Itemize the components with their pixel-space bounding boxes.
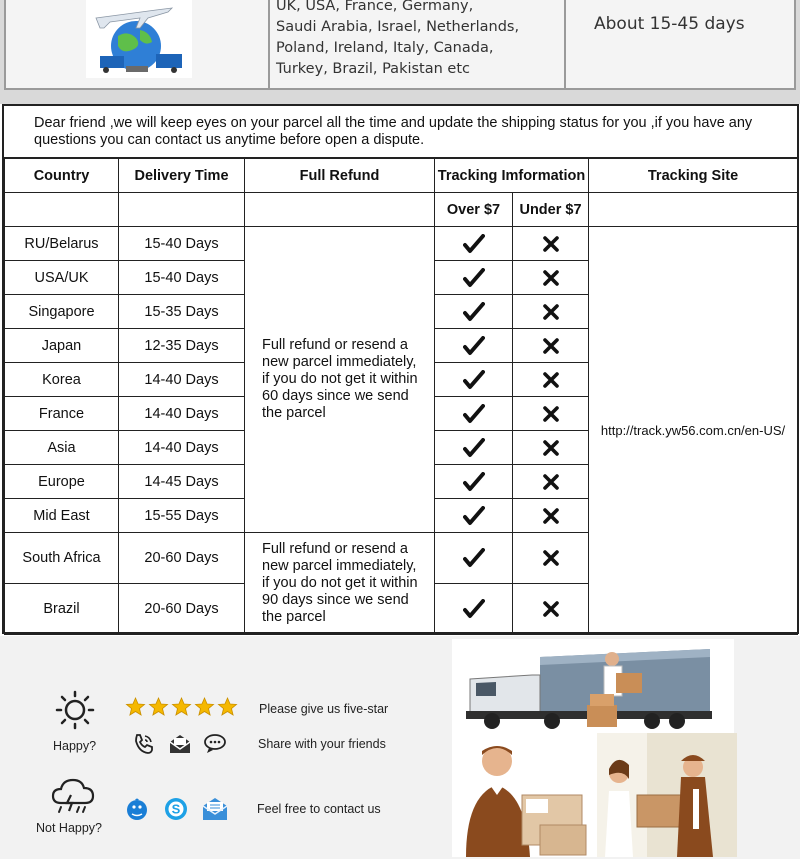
- skype-icon[interactable]: [163, 796, 189, 827]
- phone-icon[interactable]: [131, 732, 155, 761]
- x-mark-icon: [513, 329, 589, 363]
- x-mark-icon: [513, 363, 589, 397]
- x-mark-icon: [513, 295, 589, 329]
- header-tracking-information: Tracking Imformation: [435, 159, 589, 193]
- country-list: [276, 0, 561, 80]
- country-cell: USA/UK: [5, 261, 119, 295]
- happy-label: Happy?: [53, 739, 97, 753]
- courier-with-boxes-photo: [452, 733, 597, 857]
- email-icon[interactable]: [202, 797, 228, 826]
- shipping-region-banner: [0, 0, 800, 104]
- check-mark-icon: [435, 295, 513, 329]
- delivery-time-cell: 15-40 Days: [119, 227, 245, 261]
- country-cell: Brazil: [5, 584, 119, 635]
- notice-line: Dear friend ,we will keep eyes on your parcel all the time and update the shipping status for you ,if you have any: [34, 115, 753, 131]
- contact-text: Feel free to contact us: [257, 802, 381, 816]
- not-happy-label: Not Happy?: [36, 821, 103, 835]
- check-mark-icon: [435, 465, 513, 499]
- empty-cell: [589, 193, 798, 227]
- country-line: Saudi Arabia, Israel, Netherlands,: [276, 19, 520, 35]
- five-star-text: Please give us five-star: [259, 702, 389, 716]
- column-divider: [564, 0, 566, 90]
- x-mark-icon: [513, 397, 589, 431]
- country-cell: Asia: [5, 431, 119, 465]
- country-cell: Singapore: [5, 295, 119, 329]
- envelope-icon[interactable]: [168, 732, 192, 761]
- delivery-estimate: About 15-45 days: [594, 14, 745, 34]
- globe-airplane-image: [86, 0, 192, 78]
- country-cell: Japan: [5, 329, 119, 363]
- refund-line: Full refund or resend a: [262, 337, 408, 353]
- delivery-time-cell: 14-40 Days: [119, 431, 245, 465]
- sun-icon: [53, 690, 97, 735]
- header-full-refund: Full Refund: [245, 159, 435, 193]
- delivery-time-cell: 20-60 Days: [119, 584, 245, 635]
- country-cell: RU/Belarus: [5, 227, 119, 261]
- subheader-under-7: Under $7: [513, 193, 589, 227]
- chat-bubbles-icon[interactable]: [204, 733, 230, 760]
- notice-text: [4, 106, 797, 158]
- empty-cell: [245, 193, 435, 227]
- column-divider: [268, 0, 270, 90]
- delivery-truck-photo: [452, 639, 734, 733]
- check-mark-icon: [435, 499, 513, 533]
- delivery-time-cell: 14-40 Days: [119, 397, 245, 431]
- table-body: [5, 227, 798, 635]
- check-mark-icon: [435, 227, 513, 261]
- refund-line: if you do not get it within: [262, 371, 418, 387]
- check-mark-icon: [435, 397, 513, 431]
- x-mark-icon: [513, 584, 589, 635]
- country-cell: Korea: [5, 363, 119, 397]
- empty-cell: [119, 193, 245, 227]
- five-star-rating: [125, 697, 238, 722]
- country-cell: Europe: [5, 465, 119, 499]
- check-mark-icon: [435, 584, 513, 635]
- notice-line: questions you can contact us anytime before open a dispute.: [34, 132, 425, 148]
- delivery-time-cell: 14-40 Days: [119, 363, 245, 397]
- delivery-time-cell: 20-60 Days: [119, 533, 245, 584]
- country-cell: Mid East: [5, 499, 119, 533]
- refund-line: new parcel immediately,: [262, 558, 417, 574]
- country-cell: France: [5, 397, 119, 431]
- tracking-site-link[interactable]: http://track.yw56.com.cn/en-US/: [589, 227, 798, 635]
- star-icon[interactable]: [171, 697, 192, 722]
- check-mark-icon: [435, 329, 513, 363]
- check-mark-icon: [435, 363, 513, 397]
- subheader-over-7: Over $7: [435, 193, 513, 227]
- star-icon[interactable]: [194, 697, 215, 722]
- doorstep-delivery-photo: [597, 733, 737, 857]
- empty-cell: [5, 193, 119, 227]
- feedback-section: [0, 636, 800, 859]
- refund-line: new parcel immediately,: [262, 354, 417, 370]
- check-mark-icon: [435, 533, 513, 584]
- x-mark-icon: [513, 227, 589, 261]
- delivery-time-cell: 15-55 Days: [119, 499, 245, 533]
- country-cell: South Africa: [5, 533, 119, 584]
- delivery-time-cell: 12-35 Days: [119, 329, 245, 363]
- country-line: UK, USA, France, Germany,: [276, 0, 474, 14]
- country-line: Turkey, Brazil, Pakistan etc: [276, 61, 470, 77]
- delivery-time-cell: 14-45 Days: [119, 465, 245, 499]
- check-mark-icon: [435, 431, 513, 465]
- qq-icon[interactable]: [125, 797, 149, 826]
- x-mark-icon: [513, 431, 589, 465]
- table-row: [5, 227, 798, 261]
- x-mark-icon: [513, 465, 589, 499]
- star-icon[interactable]: [125, 697, 146, 722]
- star-icon[interactable]: [217, 697, 238, 722]
- share-text: Share with your friends: [258, 737, 386, 751]
- refund-line: Full refund or resend a: [262, 541, 408, 557]
- svg-text:S: S: [171, 801, 181, 817]
- x-mark-icon: [513, 533, 589, 584]
- delivery-time-cell: 15-40 Days: [119, 261, 245, 295]
- refund-line: the parcel: [262, 405, 326, 421]
- shipping-info-box: [2, 104, 799, 634]
- shipping-table: [4, 158, 798, 635]
- shipping-region-row: [4, 0, 796, 90]
- refund-line: 60 days since we send: [262, 388, 409, 404]
- x-mark-icon: [513, 499, 589, 533]
- storm-cloud-icon: [51, 777, 95, 820]
- refund-line: if you do not get it within: [262, 575, 418, 591]
- header-delivery-time: Delivery Time: [119, 159, 245, 193]
- check-mark-icon: [435, 261, 513, 295]
- delivery-time-cell: 15-35 Days: [119, 295, 245, 329]
- header-country: Country: [5, 159, 119, 193]
- star-icon[interactable]: [148, 697, 169, 722]
- full-refund-cell: [245, 227, 435, 533]
- refund-line: the parcel: [262, 609, 326, 625]
- header-tracking-site: Tracking Site: [589, 159, 798, 193]
- x-mark-icon: [513, 261, 589, 295]
- refund-line: 90 days since we send: [262, 592, 409, 608]
- country-line: Poland, Ireland, Italy, Canada,: [276, 40, 494, 56]
- full-refund-cell: [245, 533, 435, 635]
